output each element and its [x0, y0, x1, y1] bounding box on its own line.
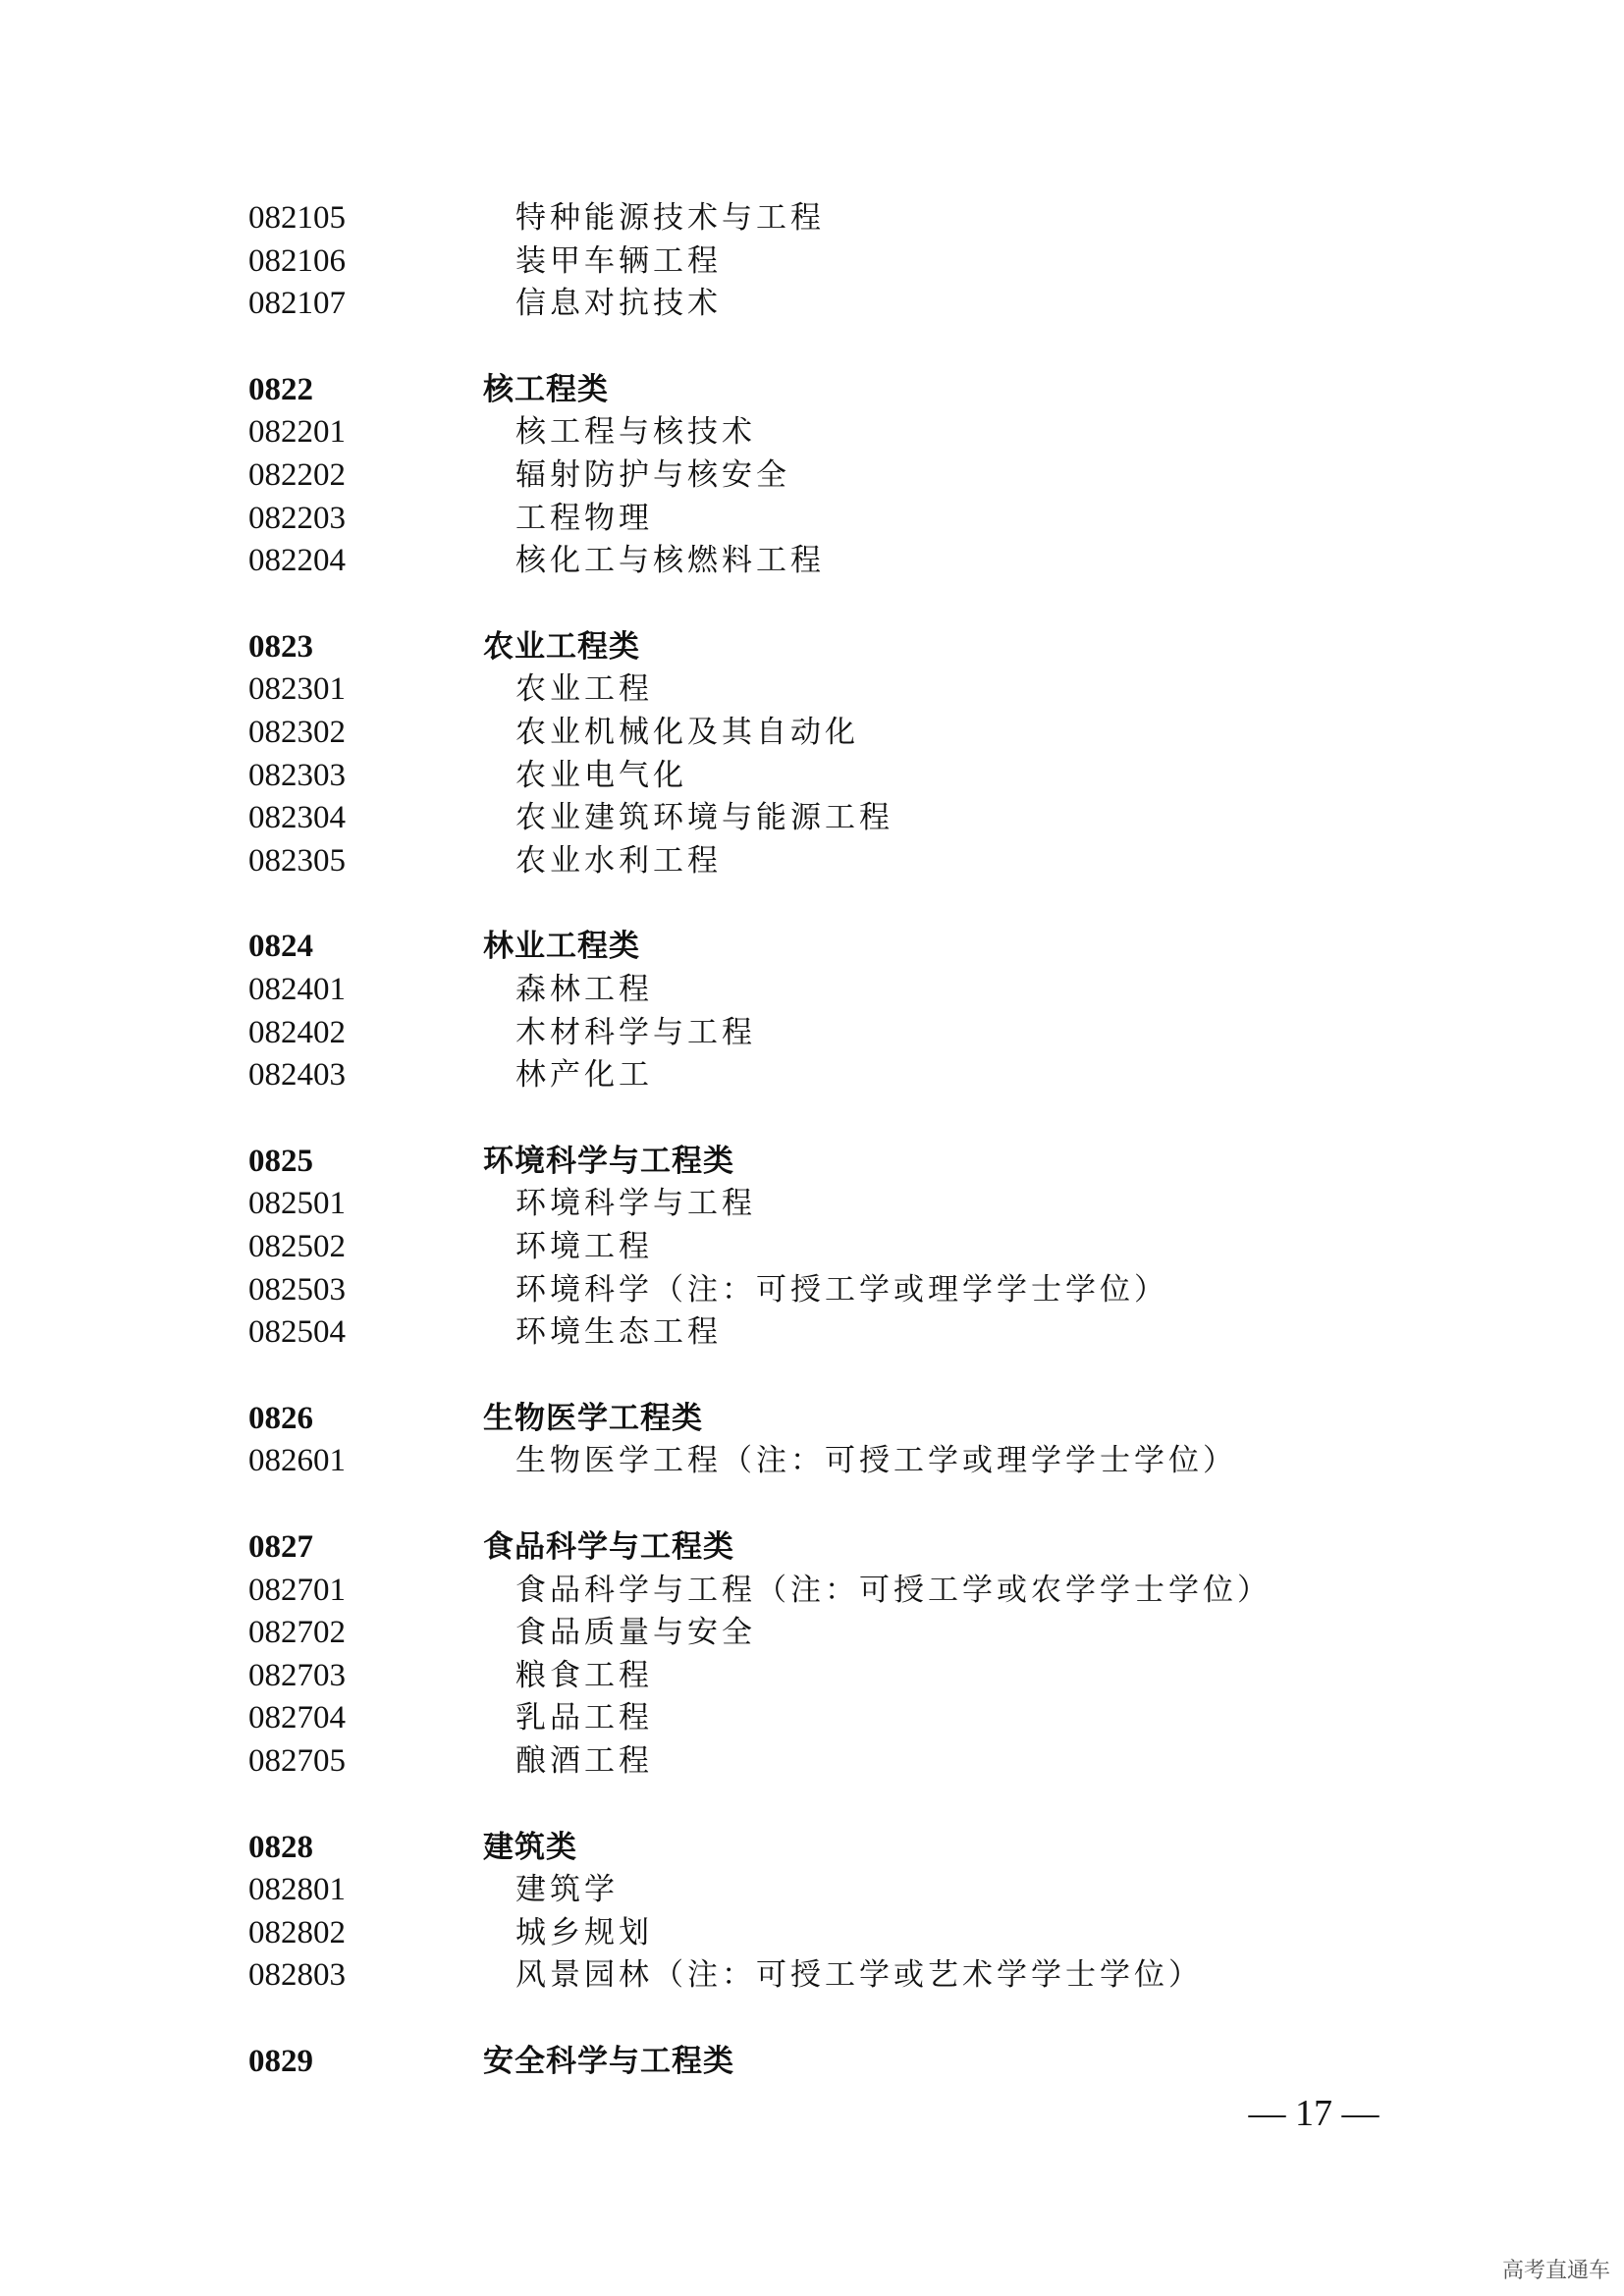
major-name: 特种能源技术与工程 [515, 200, 825, 236]
major-name: 环境生态工程 [515, 1314, 722, 1350]
category-header-row [0, 1397, 1624, 1440]
major-code: 082504 [248, 1314, 346, 1350]
major-name: 辐射防护与核安全 [515, 457, 790, 493]
major-code: 082801 [248, 1872, 346, 1907]
major-row [0, 1868, 1624, 1911]
major-code: 082304 [248, 800, 346, 835]
category-header-row [0, 1140, 1624, 1183]
major-row [0, 1182, 1624, 1225]
major-row [0, 539, 1624, 582]
major-name: 环境科学（注：可授工学或理学学士学位） [515, 1272, 1168, 1308]
major-name: 农业机械化及其自动化 [515, 715, 859, 750]
major-row [0, 1611, 1624, 1654]
category-code: 0829 [248, 2044, 313, 2079]
major-row [0, 1569, 1624, 1612]
major-name: 生物医学工程（注：可授工学或理学学士学位） [515, 1443, 1237, 1478]
major-code: 082803 [248, 1957, 346, 1993]
major-code: 082305 [248, 843, 346, 879]
major-name: 木材科学与工程 [515, 1015, 756, 1050]
category-name: 安全科学与工程类 [483, 2044, 734, 2079]
major-code: 082301 [248, 671, 346, 707]
major-name: 农业电气化 [515, 758, 687, 793]
category-name: 核工程类 [483, 372, 609, 407]
major-row [0, 1911, 1624, 1954]
major-row [0, 667, 1624, 711]
major-name: 核化工与核燃料工程 [515, 543, 825, 578]
major-code: 082401 [248, 972, 346, 1007]
major-row [0, 1011, 1624, 1054]
category-code: 0827 [248, 1529, 313, 1565]
category-code: 0825 [248, 1144, 313, 1179]
category-header-row [0, 2040, 1624, 2083]
major-name: 食品科学与工程（注：可授工学或农学学士学位） [515, 1573, 1272, 1608]
major-code: 082702 [248, 1615, 346, 1650]
category-header-row [0, 368, 1624, 411]
major-code: 082302 [248, 715, 346, 750]
major-name: 酿酒工程 [515, 1743, 653, 1779]
major-row [0, 1439, 1624, 1482]
category-header-row [0, 1525, 1624, 1569]
major-row [0, 454, 1624, 497]
major-name: 风景园林（注：可授工学或艺术学学士学位） [515, 1957, 1203, 1993]
major-name: 环境科学与工程 [515, 1186, 756, 1221]
major-name: 工程物理 [515, 501, 653, 536]
major-name: 农业建筑环境与能源工程 [515, 800, 893, 835]
major-code: 082201 [248, 414, 346, 450]
major-row [0, 1739, 1624, 1783]
category-name: 生物医学工程类 [483, 1401, 703, 1436]
major-code: 082802 [248, 1915, 346, 1950]
major-name: 乳品工程 [515, 1700, 653, 1735]
major-name: 装甲车辆工程 [515, 243, 722, 279]
category-code: 0822 [248, 372, 313, 407]
major-code: 082503 [248, 1272, 346, 1308]
major-code: 082202 [248, 457, 346, 493]
watermark-text: 高考直通车 [1501, 2259, 1610, 2283]
major-row [0, 796, 1624, 839]
major-code: 082402 [248, 1015, 346, 1050]
major-row [0, 1310, 1624, 1354]
major-code: 082501 [248, 1186, 346, 1221]
major-name: 食品质量与安全 [515, 1615, 756, 1650]
major-row [0, 1953, 1624, 1997]
major-name: 粮食工程 [515, 1658, 653, 1693]
major-code: 082203 [248, 501, 346, 536]
category-name: 食品科学与工程类 [483, 1529, 734, 1565]
category-code: 0826 [248, 1401, 313, 1436]
major-code: 082701 [248, 1573, 346, 1608]
major-row [0, 410, 1624, 454]
major-row [0, 497, 1624, 540]
major-code: 082704 [248, 1700, 346, 1735]
category-name: 建筑类 [483, 1830, 577, 1865]
major-code: 082703 [248, 1658, 346, 1693]
major-code: 082403 [248, 1057, 346, 1093]
category-code: 0828 [248, 1830, 313, 1865]
category-name: 林业工程类 [483, 929, 640, 964]
category-code: 0824 [248, 929, 313, 964]
major-code: 082204 [248, 543, 346, 578]
major-code: 082502 [248, 1229, 346, 1264]
category-header-row [0, 625, 1624, 668]
major-row [0, 282, 1624, 325]
major-row [0, 1654, 1624, 1697]
major-row [0, 1696, 1624, 1739]
category-header-row [0, 925, 1624, 968]
major-code: 082303 [248, 758, 346, 793]
major-name: 环境工程 [515, 1229, 653, 1264]
major-row [0, 754, 1624, 797]
major-name: 建筑学 [515, 1872, 619, 1907]
major-code: 082105 [248, 200, 346, 236]
major-code: 082601 [248, 1443, 346, 1478]
major-name: 农业水利工程 [515, 843, 722, 879]
major-row [0, 1268, 1624, 1311]
page-number: — 17 — [1248, 2093, 1380, 2134]
major-row [0, 240, 1624, 283]
category-code: 0823 [248, 629, 313, 665]
major-row [0, 1225, 1624, 1268]
major-row [0, 711, 1624, 754]
category-header-row [0, 1826, 1624, 1869]
major-name: 林产化工 [515, 1057, 653, 1093]
major-row [0, 1053, 1624, 1096]
major-code: 082705 [248, 1743, 346, 1779]
major-row [0, 968, 1624, 1011]
major-name: 信息对抗技术 [515, 286, 722, 321]
major-name: 核工程与核技术 [515, 414, 756, 450]
category-name: 农业工程类 [483, 629, 640, 665]
major-name: 森林工程 [515, 972, 653, 1007]
major-row [0, 839, 1624, 882]
major-name: 城乡规划 [515, 1915, 653, 1950]
category-name: 环境科学与工程类 [483, 1144, 734, 1179]
major-code: 082107 [248, 286, 346, 321]
major-name: 农业工程 [515, 671, 653, 707]
major-code: 082106 [248, 243, 346, 279]
major-row [0, 196, 1624, 240]
